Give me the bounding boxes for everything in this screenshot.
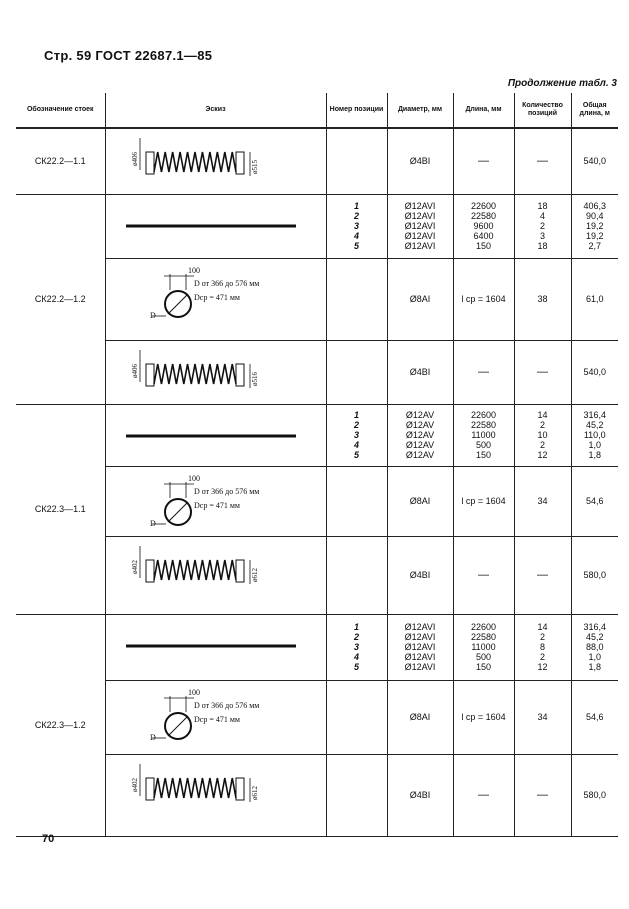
position-cell-value: 3 [353,642,359,652]
sketch-label: ø406 [130,152,139,167]
diameter-cell [387,680,453,754]
sketch-label: 100 [187,474,200,483]
continuation-label: Продолжение табл. 3 [507,78,617,89]
total-length-cell-value: 61,0 [585,294,604,304]
length-cell-value: 22580 [470,632,497,642]
total-length-cell-value: 88,0 [585,642,604,652]
position-cell-value: 5 [353,662,359,672]
sketch-label: Dcp = 471 мм [193,293,240,302]
col-header: Обозначение стоек [16,93,105,128]
sketch-label: 100 [187,266,200,275]
length-cell [453,340,514,404]
diameter-cell-value: Ø12AVI [404,241,436,251]
page-header: Стр. 59 ГОСТ 22687.1—85 [44,48,213,63]
total-length-cell [571,614,618,680]
col-header: Количество позиций [514,93,571,128]
total-length-cell [571,340,618,404]
quantity-cell [514,680,571,754]
position-cell [326,466,387,536]
table-header-row [16,93,618,128]
length-cell [453,128,514,194]
position-cell-value: 5 [353,450,359,460]
sketch-label: Dcp = 471 мм [193,715,240,724]
total-length-cell-value: 45,2 [585,420,604,430]
length-cell-value: 500 [475,652,492,662]
designation-cell: СК22.2—1.1 [16,128,105,194]
quantity-cell-value: 2 [539,221,545,231]
total-length-cell-value: 580,0 [583,570,607,580]
length-cell [453,680,514,754]
length-cell-value: 22580 [470,420,497,430]
diameter-cell [387,340,453,404]
ring-diameter [168,502,188,522]
sketch-label: D от 366 до 576 мм [193,701,259,710]
diameter-cell-value: Ø12AV [405,440,435,450]
length-cell [453,466,514,536]
length-cell-value: — [478,155,489,168]
sketch-label: ø406 [130,364,139,378]
position-cell-value: 1 [353,201,359,211]
col-header: Длина, мм [453,93,514,128]
length-cell-value: 22600 [470,201,497,211]
diameter-cell-value: Ø4BI [409,156,431,167]
quantity-cell-value: 2 [539,632,545,642]
table-row [16,258,618,340]
col-header: Эскиз [105,93,326,128]
position-cell-value: 1 [353,622,359,632]
total-length-cell [571,466,618,536]
total-length-cell-value: 19,2 [585,231,604,241]
spring-end [146,778,154,800]
diameter-cell [387,404,453,466]
position-cell [326,194,387,258]
quantity-cell-value: 18 [537,201,548,211]
total-length-cell [571,680,618,754]
quantity-cell-value: 12 [537,662,548,672]
sketch-cell [105,754,326,836]
length-cell [453,404,514,466]
sketch-cell [105,340,326,404]
total-length-cell-value: 19,2 [585,221,604,231]
quantity-cell-value: 2 [539,652,545,662]
spiral-spring-sketch [116,130,316,190]
length-cell-value: 150 [475,241,492,251]
ring-diameter [168,294,188,314]
diameter-cell-value: Ø12AVI [404,201,436,211]
length-cell-value: 9600 [473,221,494,231]
sketch-cell [105,614,326,680]
sketch-label: ø402 [130,560,139,574]
length-cell-value: 22600 [470,410,497,420]
diameter-cell-value: Ø8AI [409,712,431,722]
total-length-cell-value: 1,0 [588,652,601,662]
sketch-cell [105,258,326,340]
position-cell [326,614,387,680]
diameter-cell-value: Ø12AV [405,420,435,430]
diameter-cell-value: Ø8AI [409,496,431,506]
quantity-cell [514,128,571,194]
length-cell-value: 6400 [473,231,494,241]
length-cell [453,536,514,614]
table-row [16,754,618,836]
quantity-cell-value: 12 [537,450,548,460]
quantity-cell-value: 2 [539,440,545,450]
quantity-cell-value: 38 [537,294,548,304]
table-row [16,194,618,258]
spring-end [236,364,244,386]
col-header: Диаметр, мм [387,93,453,128]
quantity-cell-value: — [537,789,548,801]
total-length-cell [571,404,618,466]
diameter-cell [387,614,453,680]
length-cell-value: 22580 [470,211,497,221]
diameter-cell-value: Ø12AVI [404,221,436,231]
ring-sketch [116,682,316,750]
quantity-cell [514,614,571,680]
sketch-cell [105,194,326,258]
ring-sketch [116,260,316,336]
diameter-cell-value: Ø12AV [405,430,435,440]
diameter-cell-value: Ø8AI [409,294,431,304]
quantity-cell [514,194,571,258]
col-header: Общая длина, м [571,93,618,128]
total-length-cell [571,128,618,194]
quantity-cell-value: 4 [539,211,545,221]
sketch-cell [105,536,326,614]
quantity-cell-value: 34 [537,712,548,722]
quantity-cell [514,466,571,536]
sketch-label: ø402 [130,778,139,792]
quantity-cell [514,404,571,466]
diameter-cell-value: Ø12AVI [404,231,436,241]
page-number: 70 [42,833,55,845]
total-length-cell-value: 90,4 [585,211,604,221]
ring-diameter [168,716,188,736]
diameter-cell-value: Ø12AVI [404,632,436,642]
quantity-cell-value: — [537,155,548,168]
spring-coil [154,560,236,580]
spring-end [146,364,154,386]
table-row [16,680,618,754]
table-row [16,536,618,614]
quantity-cell [514,754,571,836]
designation-cell: СК22.3—1.1 [16,404,105,614]
bar-sketch [116,406,316,462]
diameter-cell [387,536,453,614]
length-cell-value: 11000 [471,642,496,652]
spring-coil [154,152,236,172]
total-length-cell-value: 54,6 [585,712,604,722]
length-cell-value: 150 [475,450,492,460]
quantity-cell [514,536,571,614]
quantity-cell-value: 14 [537,622,548,632]
length-cell-value: — [478,569,489,581]
sketch-cell [105,128,326,194]
length-cell-value: 500 [475,440,492,450]
total-length-cell-value: 540,0 [583,156,607,167]
spec-table [16,93,618,837]
spring-end [236,152,244,174]
total-length-cell-value: 316,4 [583,410,607,420]
quantity-cell-value: 14 [537,410,548,420]
position-cell-value: 4 [353,440,359,450]
sketch-label: D [149,519,156,528]
quantity-cell-value: 3 [539,231,545,241]
diameter-cell-value: Ø12AV [405,450,435,460]
diameter-cell-value: Ø12AVI [404,642,436,652]
position-cell [326,258,387,340]
position-cell [326,680,387,754]
spring-end [236,778,244,800]
table-row [16,614,618,680]
position-cell-value: 4 [353,652,359,662]
total-length-cell-value: 45,2 [585,632,604,642]
length-cell [453,258,514,340]
position-cell [326,754,387,836]
length-cell-value: 22600 [470,622,497,632]
col-header: Номер позиции [326,93,387,128]
total-length-cell-value: 580,0 [583,790,607,800]
sketch-label: D [149,311,156,320]
quantity-cell-value: 10 [537,430,548,440]
total-length-cell-value: 2,7 [588,241,601,251]
quantity-cell [514,340,571,404]
quantity-cell [514,258,571,340]
bar-sketch [116,196,316,254]
diameter-cell-value: Ø4BI [409,570,431,580]
sketch-cell [105,404,326,466]
spiral-spring-sketch [116,538,316,610]
diameter-cell-value: Ø12AVI [404,211,436,221]
sketch-label: ø515 [250,160,259,175]
spring-coil [154,364,236,384]
spiral-spring-sketch [116,756,316,832]
table-row [16,466,618,536]
diameter-cell-value: Ø12AVI [404,622,436,632]
position-cell-value: 3 [353,221,359,231]
total-length-cell-value: 540,0 [583,367,607,377]
quantity-cell-value: 2 [539,420,545,430]
length-cell-value: l cp = 1604 [461,712,506,722]
diameter-cell-value: Ø4BI [409,790,431,800]
designation-cell: СК22.2—1.2 [16,194,105,404]
ring-sketch [116,468,316,532]
total-length-cell-value: 54,6 [585,496,604,506]
table-row [16,128,618,194]
position-cell-value: 5 [353,241,359,251]
diameter-cell-value: Ø12AVI [404,662,436,672]
quantity-cell-value: 34 [537,496,548,506]
total-length-cell [571,258,618,340]
sketch-label: Dcp = 471 мм [193,501,240,510]
diameter-cell-value: Ø4BI [409,367,431,377]
spring-coil [154,778,236,798]
position-cell-value: 1 [353,410,359,420]
quantity-cell-value: — [537,569,548,581]
length-cell [453,754,514,836]
spring-end [236,560,244,582]
position-cell-value: 2 [353,211,359,221]
total-length-cell [571,194,618,258]
length-cell-value: 11000 [471,430,496,440]
sketch-label: D от 366 до 576 мм [193,279,259,288]
bar-sketch [116,616,316,676]
table-row [16,404,618,466]
position-cell-value: 3 [353,430,359,440]
sketch-label: D [149,733,156,742]
quantity-cell-value: — [537,366,548,378]
diameter-cell [387,128,453,194]
diameter-cell-value: Ø12AV [405,410,435,420]
sketch-cell [105,680,326,754]
length-cell-value: — [478,789,489,801]
spiral-spring-sketch [116,342,316,400]
total-length-cell [571,536,618,614]
total-length-cell-value: 406,3 [583,201,607,211]
quantity-cell-value: 8 [539,642,545,652]
sketch-label: 100 [187,688,200,697]
length-cell-value: l cp = 1604 [461,294,506,304]
sketch-cell [105,466,326,536]
total-length-cell-value: 316,4 [583,622,607,632]
spring-end [146,152,154,174]
position-cell [326,536,387,614]
position-cell-value: 4 [353,231,359,241]
length-cell-value: l cp = 1604 [461,496,506,506]
length-cell-value: — [478,366,489,378]
position-cell [326,128,387,194]
diameter-cell-value: Ø12AVI [404,652,436,662]
quantity-cell-value: 18 [537,241,548,251]
diameter-cell [387,466,453,536]
diameter-cell [387,754,453,836]
length-cell-value: 150 [475,662,492,672]
length-cell [453,194,514,258]
sketch-label: ø516 [250,372,259,386]
sketch-label: ø612 [250,568,259,582]
position-cell [326,404,387,466]
total-length-cell-value: 1,8 [588,662,601,672]
diameter-cell [387,194,453,258]
sketch-label: D от 366 до 576 мм [193,487,259,496]
total-length-cell-value: 110,0 [583,430,606,440]
sketch-label: ø612 [250,786,259,800]
designation-cell: СК22.3—1.2 [16,614,105,836]
position-cell-value: 2 [353,420,359,430]
position-cell [326,340,387,404]
total-length-cell [571,754,618,836]
length-cell [453,614,514,680]
table-row [16,340,618,404]
spring-end [146,560,154,582]
total-length-cell-value: 1,8 [588,450,601,460]
diameter-cell [387,258,453,340]
total-length-cell-value: 1,0 [588,440,601,450]
position-cell-value: 2 [353,632,359,642]
